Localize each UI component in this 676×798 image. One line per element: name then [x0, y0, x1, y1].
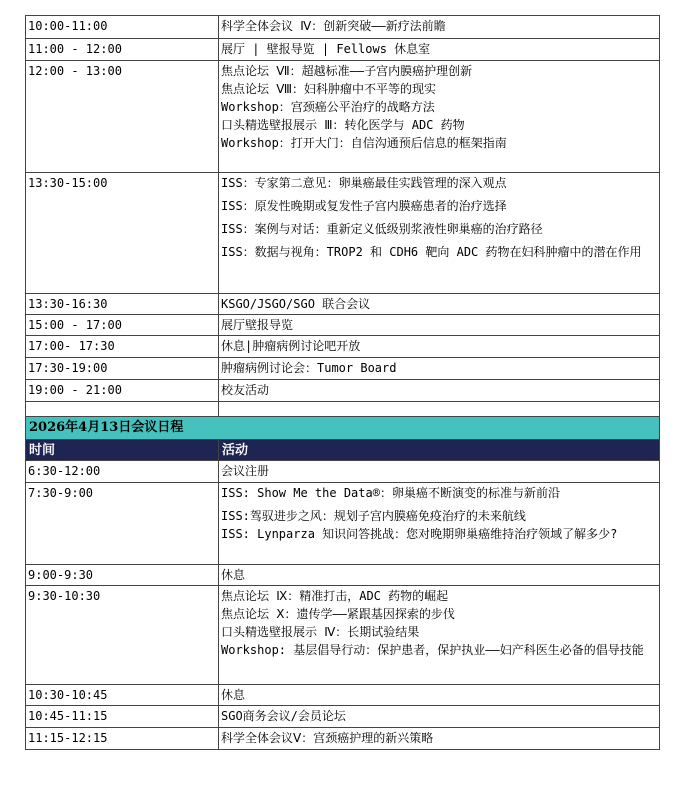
time-cell: 9:00-9:30 [26, 565, 219, 586]
table-row [26, 173, 660, 294]
agenda-table [25, 15, 660, 750]
table-row [26, 380, 660, 402]
time-cell: 6:30-12:00 [26, 461, 219, 483]
table-row [26, 685, 660, 706]
activity-line: ISS：原发性晚期或复发性子宫内膜癌患者的治疗选择 [221, 199, 507, 213]
activity-line: 科学全体会议 Ⅳ：创新突破——新疗法前瞻 [221, 19, 446, 33]
activity-cell [219, 685, 660, 706]
column-header-row [26, 440, 660, 461]
activity-cell [219, 461, 660, 483]
activity-line: Workshop：宫颈癌公平治疗的战略方法 [221, 100, 435, 114]
table-row [26, 315, 660, 336]
time-cell: 7:30-9:00 [26, 483, 219, 565]
activity-line: 口头精选壁报展示 Ⅳ：长期试验结果 [221, 625, 420, 639]
table-row [26, 483, 660, 565]
time-cell: 9:30-10:30 [26, 586, 219, 685]
table-row [26, 358, 660, 380]
activity-line: 口头精选壁报展示 Ⅲ：转化医学与 ADC 药物 [221, 118, 465, 132]
activity-line: 科学全体会议Ⅴ：宫颈癌护理的新兴策略 [221, 731, 434, 745]
activity-line: ISS：案例与对话：重新定义低级别浆液性卵巢癌的治疗路径 [221, 222, 543, 236]
time-cell: 11:00 - 12:00 [26, 39, 219, 61]
activity-line: ISS: Show Me the Data®：卵巢癌不断演变的标准与新前沿 [221, 486, 560, 500]
activity-line: ISS：数据与视角：TROP2 和 CDH6 靶向 ADC 药物在妇科肿瘤中的潜在作用 [221, 245, 642, 259]
column-header-activity: 活动 [219, 440, 660, 461]
activity-cell [219, 61, 660, 173]
activity-line: 展厅 | 壁报导览 | Fellows 休息室 [221, 42, 431, 56]
activity-line: 焦点论坛 Ⅷ：妇科肿瘤中不平等的现实 [221, 82, 437, 96]
time-cell: 17:00- 17:30 [26, 336, 219, 358]
empty-cell [26, 402, 219, 417]
activity-line: 焦点论坛 Ⅶ：超越标准——子宫内膜癌护理创新 [221, 64, 473, 78]
empty-cell [219, 402, 660, 417]
activity-line: SGO商务会议/会员论坛 [221, 709, 346, 723]
table-row [26, 16, 660, 39]
date-title: 2026年4月13日会议日程 [26, 417, 660, 440]
activity-cell [219, 336, 660, 358]
table-row [26, 706, 660, 728]
time-cell: 19:00 - 21:00 [26, 380, 219, 402]
activity-line: 肿瘤病例讨论会：Tumor Board [221, 361, 397, 375]
time-cell: 13:30-15:00 [26, 173, 219, 294]
activity-line: ISS: Lynparza 知识问答挑战：您对晚期卵巢癌维持治疗领域了解多少? [221, 527, 618, 541]
activity-cell [219, 483, 660, 565]
activity-cell [219, 294, 660, 315]
column-header-time: 时间 [26, 440, 219, 461]
activity-line: ISS:驾驭进步之风：规划子宫内膜癌免疫治疗的未来航线 [221, 509, 526, 523]
time-cell: 12:00 - 13:00 [26, 61, 219, 173]
activity-cell [219, 380, 660, 402]
time-cell: 13:30-16:30 [26, 294, 219, 315]
activity-line: 休息 [221, 568, 246, 582]
time-cell: 10:45-11:15 [26, 706, 219, 728]
time-cell: 17:30-19:00 [26, 358, 219, 380]
activity-line: 休息 [221, 688, 246, 702]
activity-cell [219, 358, 660, 380]
activity-cell [219, 315, 660, 336]
activity-cell [219, 586, 660, 685]
activity-line: 展厅壁报导览 [221, 318, 294, 332]
table-row [26, 294, 660, 315]
table-row [26, 586, 660, 685]
activity-cell [219, 16, 660, 39]
activity-cell [219, 39, 660, 61]
time-cell: 15:00 - 17:00 [26, 315, 219, 336]
activity-line: 会议注册 [221, 464, 270, 478]
activity-line: ISS：专家第二意见：卵巢癌最佳实践管理的深入观点 [221, 176, 507, 190]
time-cell: 10:00-11:00 [26, 16, 219, 39]
table-row [26, 336, 660, 358]
activity-line: 休息|肿瘤病例讨论吧开放 [221, 339, 361, 353]
activity-cell [219, 565, 660, 586]
spacer-row [26, 402, 660, 417]
date-header-row [26, 417, 660, 440]
activity-line: 校友活动 [221, 383, 270, 397]
activity-line: Workshop：打开大门：自信沟通预后信息的框架指南 [221, 136, 507, 150]
activity-cell [219, 706, 660, 728]
activity-cell [219, 173, 660, 294]
table-row [26, 728, 660, 750]
table-row [26, 565, 660, 586]
time-cell: 10:30-10:45 [26, 685, 219, 706]
activity-line: 焦点论坛 Ⅹ：遗传学——紧跟基因探索的步伐 [221, 607, 455, 621]
table-row [26, 461, 660, 483]
table-row [26, 61, 660, 173]
table-row [26, 39, 660, 61]
activity-line: KSGO/JSGO/SGO 联合会议 [221, 297, 371, 311]
activity-line: 焦点论坛 Ⅸ：精准打击，ADC 药物的崛起 [221, 589, 449, 603]
activity-cell [219, 728, 660, 750]
activity-line: Workshop: 基层倡导行动：保护患者，保护执业——妇产科医生必备的倡导技能 [221, 643, 644, 657]
time-cell: 11:15-12:15 [26, 728, 219, 750]
